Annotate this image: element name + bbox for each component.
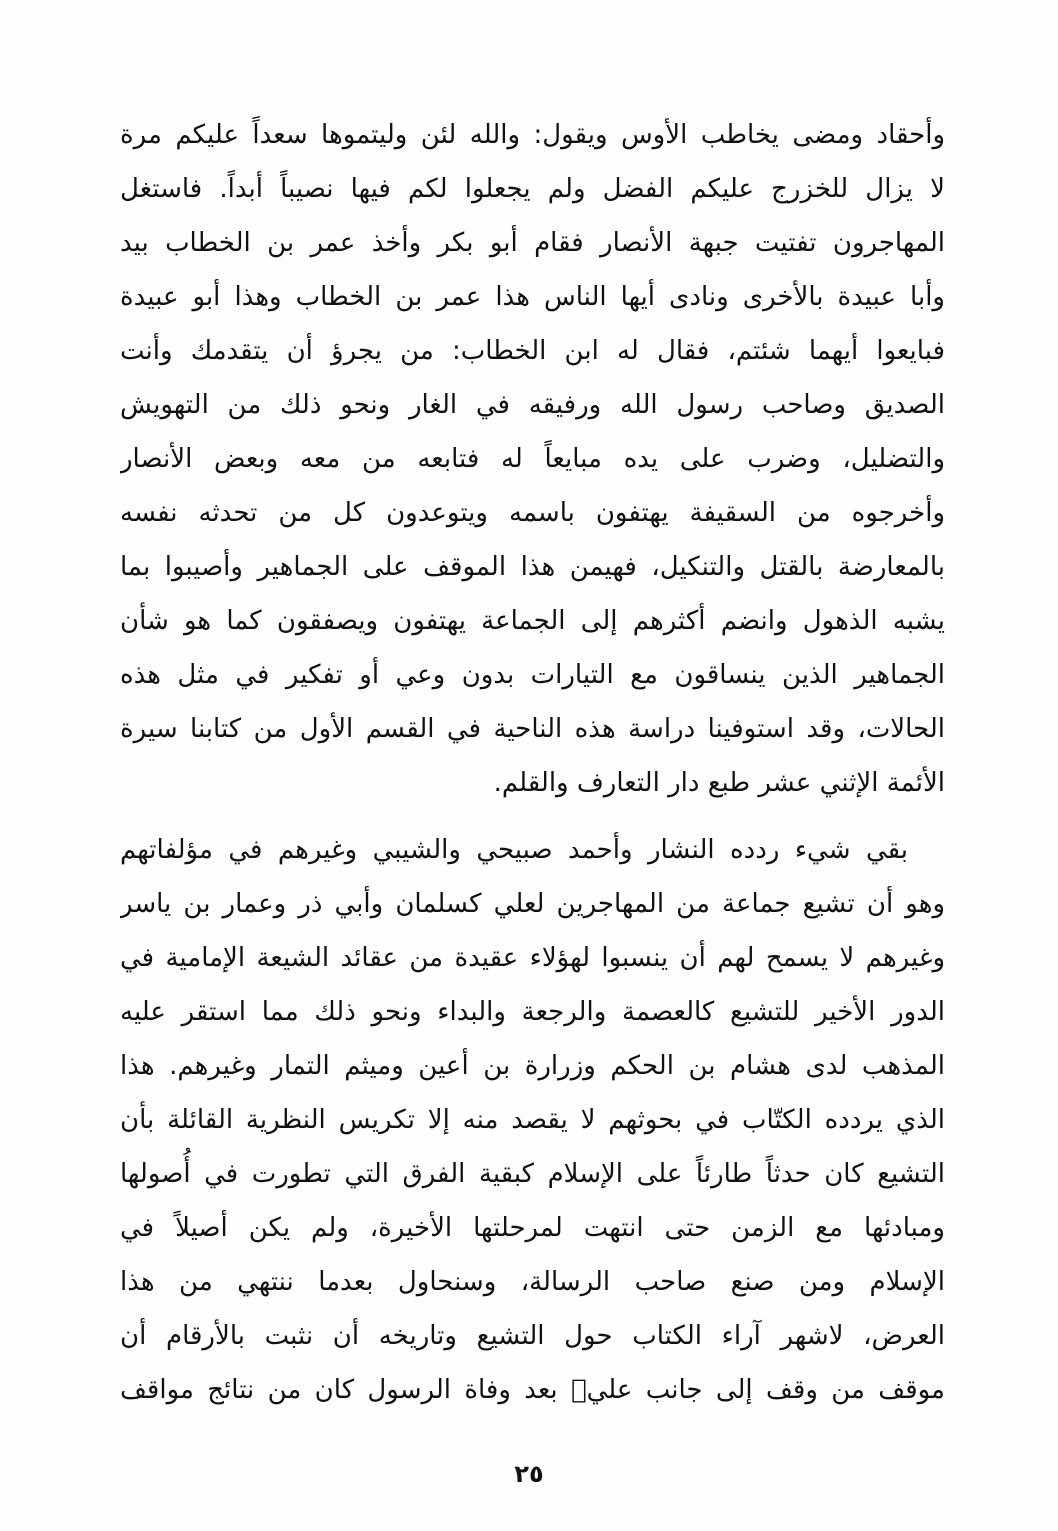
text-line: فبايعوا أيهما شئتم، فقال له ابن الخطاب: من يجرؤ أن يتقدمك وأنت: [120, 336, 945, 366]
text-line: الصديق وصاحب رسول الله ورفيقه في الغار ونحو ذلك من التهويش: [120, 390, 945, 420]
paragraph: [120, 108, 945, 810]
text-line: الجماهير الذين ينساقون مع التيارات بدون وعي أو تفكير في مثل هذه: [120, 660, 945, 690]
text-line: والتضليل، وضرب على يده مبايعاً له فتابعه من معه وبعض الأنصار: [120, 444, 945, 474]
body-text: [120, 108, 945, 1417]
page-number: ٢٥: [514, 1460, 544, 1488]
text-line: وغيرهم لا يسمح لهم أن ينسبوا لهؤلاء عقيدة من عقائد الشيعة الإمامية في: [120, 943, 945, 973]
text-line: الأئمة الإثني عشر طبع دار التعارف والقلم.: [493, 768, 945, 798]
text-line: وهو أن تشيع جماعة من المهاجرين لعلي كسلمان وأبي ذر وعمار بن ياسر: [120, 889, 945, 919]
text-line: الإسلام ومن صنع صاحب الرسالة، وسنحاول بعدما ننتهي من هذا: [120, 1267, 945, 1297]
text-line: بقي شيء ردده النشار وأحمد صبيحي والشيبي وغيرهم في مؤلفاتهم: [120, 835, 908, 865]
text-line: موقف من وقف إلى جانب عليؑ بعد وفاة الرسول كان من نتائج مواقف: [120, 1375, 945, 1405]
text-line: وأبا عبيدة بالأخرى ونادى أيها الناس هذا عمر بن الخطاب وهذا أبو عبيدة: [120, 282, 945, 312]
text-line: التشيع كان حدثاً طارئاً على الإسلام كبقية الفرق التي تطورت في أُصولها: [120, 1159, 945, 1189]
text-line: المذهب لدى هشام بن الحكم وزرارة بن أعين وميثم التمار وغيرهم. هذا: [120, 1051, 945, 1081]
text-line: الحالات، وقد استوفينا دراسة هذه الناحية في القسم الأول من كتابنا سيرة: [120, 714, 945, 744]
text-line: وأحقاد ومضى يخاطب الأوس ويقول: والله لئن وليتموها سعداً عليكم مرة: [120, 120, 945, 150]
text-line: يشبه الذهول وانضم أكثرهم إلى الجماعة يهتفون ويصفقون كما هو شأن: [120, 606, 945, 636]
text-line: المهاجرون تفتيت جبهة الأنصار فقام أبو بكر وأخذ عمر بن الخطاب بيد: [120, 228, 945, 258]
text-line: وأخرجوه من السقيفة يهتفون باسمه ويتوعدون كل من تحدثه نفسه: [120, 498, 945, 528]
text-line: الدور الأخير للتشيع كالعصمة والرجعة والبداء ونحو ذلك مما استقر عليه: [120, 997, 945, 1027]
text-line: الذي يردده الكتّاب في بحوثهم لا يقصد منه إلا تكريس النظرية القائلة بأن: [120, 1105, 945, 1135]
text-line: العرض، لاشهر آراء الكتاب حول التشيع وتاريخه أن نثبت بالأرقام أن: [120, 1321, 945, 1351]
text-line: لا يزال للخزرج عليكم الفضل ولم يجعلوا لكم فيها نصيباً أبداً. فاستغل: [120, 174, 945, 204]
paragraph: [120, 823, 945, 1417]
text-line: ومبادئها مع الزمن حتى انتهت لمرحلتها الأخيرة، ولم يكن أصيلاً في: [120, 1213, 945, 1243]
text-line: بالمعارضة بالقتل والتنكيل، فهيمن هذا الموقف على الجماهير وأصيبوا بما: [120, 552, 945, 582]
